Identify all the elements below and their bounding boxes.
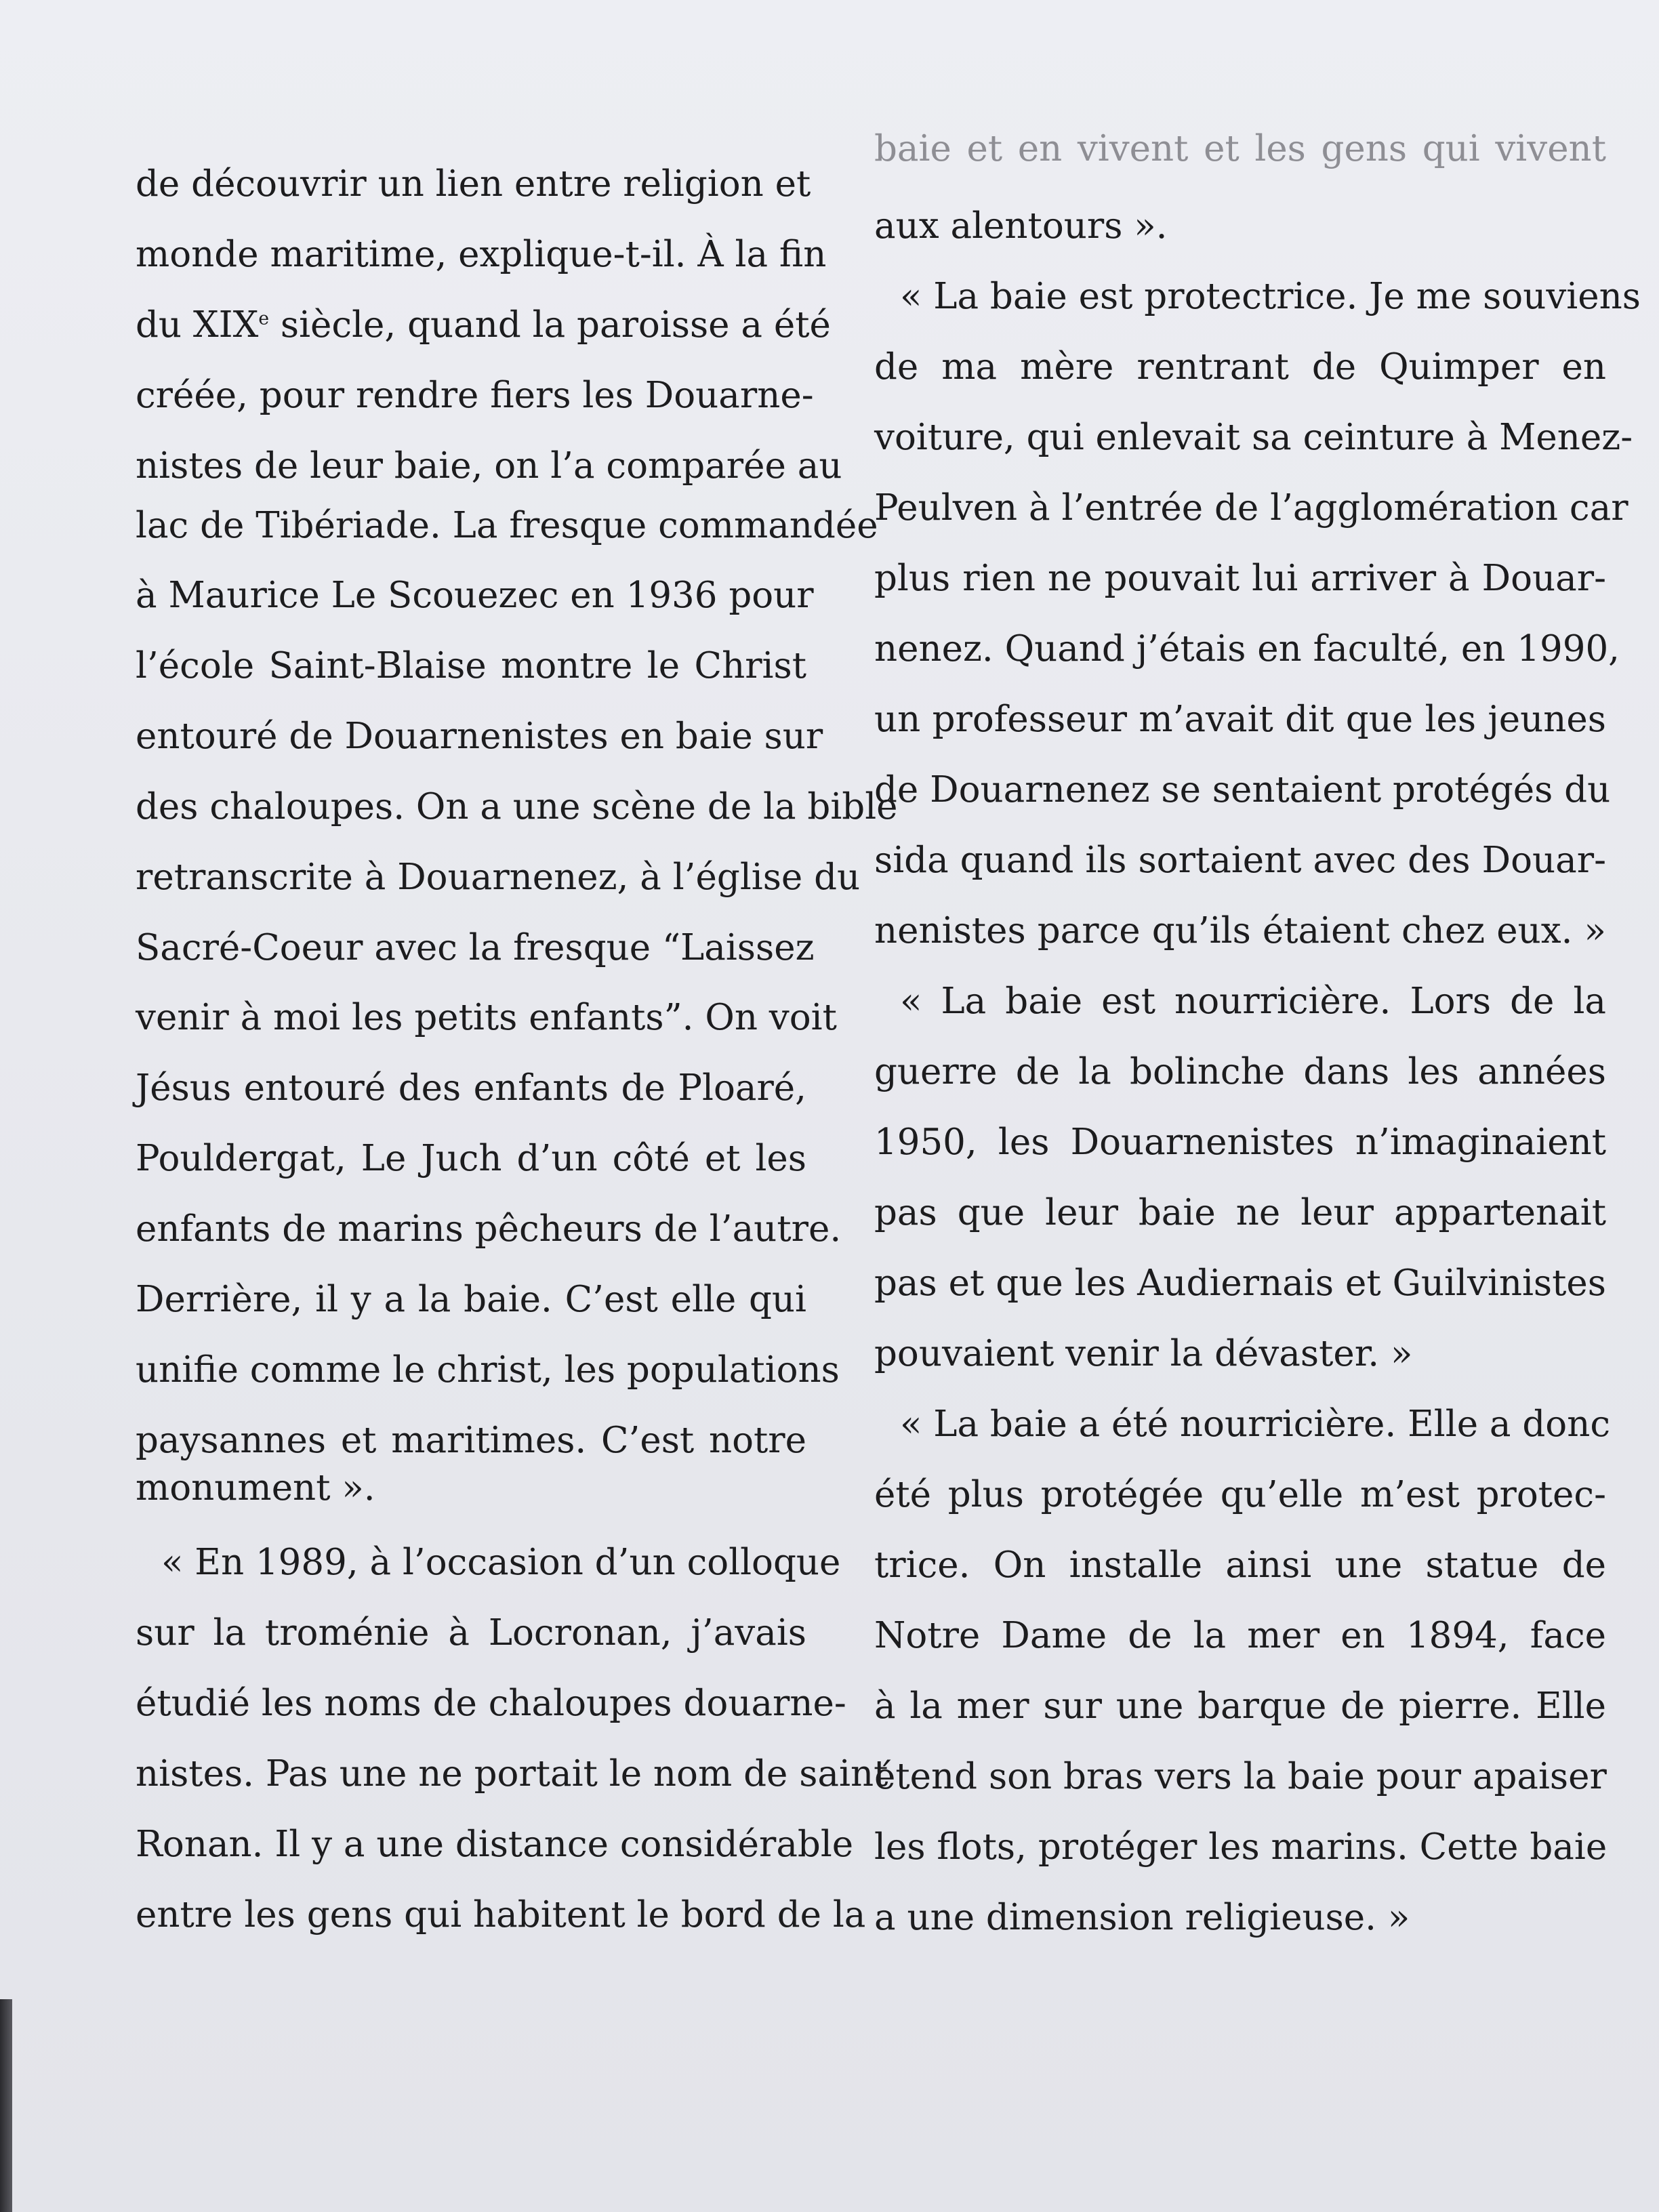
text-line: nistes. Pas une ne portait le nom de saint (136, 1753, 888, 1795)
text-line: Peulven à l’entrée de l’agglomération car (874, 487, 1629, 529)
text-line: nenez. Quand j’étais en faculté, en 1990, (874, 628, 1620, 670)
page-edge-shadow (0, 1999, 12, 2212)
text-line: guerre de la bolinche dans les années (874, 1051, 1606, 1092)
text-line: sur la troménie à Locronan, j’avais (136, 1612, 806, 1654)
text-line: étudié les noms de chaloupes douarne- (136, 1683, 846, 1724)
text-line: sida quand ils sortaient avec des Douar- (874, 840, 1606, 881)
text-line: retranscrite à Douarnenez, à l’église du (136, 857, 861, 898)
text-line: 1950, les Douarnenistes n’imaginaient (874, 1122, 1606, 1163)
text-line: Derrière, il y a la baie. C’est elle qui (136, 1279, 806, 1320)
text-line: lac de Tibériade. La fresque commandée (136, 505, 878, 546)
text-line: a une dimension religieuse. » (874, 1897, 1410, 1938)
text-line: Jésus entouré des enfants de Ploaré, (136, 1067, 806, 1109)
text-line: baie et en vivent et les gens qui vivent (874, 128, 1606, 169)
text-line: « La baie est protectrice. Je me souviens (900, 276, 1641, 317)
text-line: été plus protégée qu’elle m’est protec- (874, 1474, 1606, 1515)
text-line: nistes de leur baie, on l’a comparée au (136, 445, 842, 487)
text-line: l’école Saint-Blaise montre le Christ (136, 645, 806, 687)
text-line: « En 1989, à l’occasion d’un colloque (161, 1542, 841, 1583)
century-numeral: XIX (192, 304, 259, 346)
text-line: venir à moi les petits enfants”. On voit (136, 997, 837, 1038)
text-line: monde maritime, explique-t-il. À la fin (136, 234, 827, 275)
text-line: entre les gens qui habitent le bord de la (136, 1894, 866, 1936)
text-line: monument ». (136, 1467, 375, 1509)
text-line: « La baie est nourricière. Lors de la (900, 981, 1606, 1022)
century-prefix: du (136, 304, 193, 346)
text-line: étend son bras vers la baie pour apaiser (874, 1756, 1607, 1797)
text-line: pouvaient venir la dévaster. » (874, 1333, 1413, 1374)
text-line: de découvrir un lien entre religion et (136, 163, 811, 205)
text-line-century (136, 301, 831, 350)
text-line: Ronan. Il y a une distance considérable (136, 1824, 854, 1865)
text-line: créée, pour rendre fiers les Douarne- (136, 375, 814, 416)
text-line: aux alentours ». (874, 205, 1168, 247)
text-line: à Maurice Le Scouezec en 1936 pour (136, 575, 814, 616)
text-line: à la mer sur une barque de pierre. Elle (874, 1685, 1606, 1727)
text-line: entouré de Douarnenistes en baie sur (136, 716, 823, 757)
text-line: les flots, protéger les marins. Cette baie (874, 1826, 1607, 1868)
text-line: pas et que les Audiernais et Guilvinistes (874, 1263, 1606, 1304)
century-rest: siècle, quand la paroisse a été (280, 304, 831, 346)
text-line: paysannes et maritimes. C’est notre (136, 1420, 806, 1461)
text-line: voiture, qui enlevait sa ceinture à Menez- (874, 417, 1633, 458)
text-line: des chaloupes. On a une scène de la bible (136, 786, 898, 827)
text-line: trice. On installe ainsi une statue de (874, 1544, 1606, 1586)
text-line: de ma mère rentrant de Quimper en (874, 346, 1606, 388)
text-line: plus rien ne pouvait lui arriver à Douar- (874, 558, 1606, 599)
text-line: de Douarnenez se sentaient protégés du (874, 769, 1611, 811)
text-line: Sacré-Coeur avec la fresque “Laissez (136, 927, 815, 968)
text-line: un professeur m’avait dit que les jeunes (874, 699, 1606, 740)
text-line: Pouldergat, Le Juch d’un côté et les (136, 1138, 806, 1179)
century-superscript: e (258, 308, 270, 329)
text-line: unifie comme le christ, les populations (136, 1349, 840, 1391)
text-line: enfants de marins pêcheurs de l’autre. (136, 1208, 842, 1250)
text-line: Notre Dame de la mer en 1894, face (874, 1615, 1606, 1656)
text-line: pas que leur baie ne leur appartenait (874, 1192, 1606, 1233)
text-line: nenistes parce qu’ils étaient chez eux. » (874, 910, 1606, 951)
text-line: « La baie a été nourricière. Elle a donc (900, 1404, 1611, 1445)
